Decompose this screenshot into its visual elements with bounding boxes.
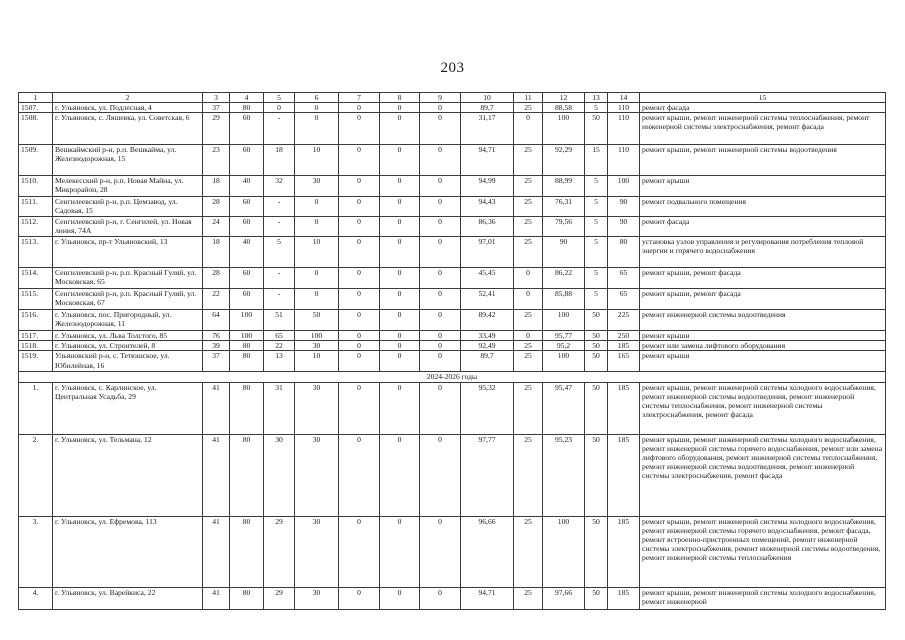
col-6: 0 <box>295 217 339 237</box>
row-number: 1508. <box>19 113 53 145</box>
column-header: 13 <box>585 93 608 103</box>
row-number: 1512. <box>19 217 53 237</box>
col-12: 76,31 <box>543 197 585 217</box>
col-8: 0 <box>380 382 420 434</box>
col-7: 0 <box>339 113 380 145</box>
col-4: 40 <box>230 237 264 268</box>
col-11: 25 <box>514 217 543 237</box>
col-8: 0 <box>380 176 420 197</box>
col-4: 80 <box>230 382 264 434</box>
col-10: 89,7 <box>461 351 514 372</box>
col-4: 60 <box>230 113 264 145</box>
column-header: 14 <box>608 93 640 103</box>
col-13: 5 <box>585 237 608 268</box>
col-9: 0 <box>420 351 461 372</box>
address: г. Ульяновск, ул. Ефремова, 113 <box>53 516 203 587</box>
col-8: 0 <box>380 268 420 289</box>
section-title: 2024-2026 годы <box>19 372 886 382</box>
col-7: 0 <box>339 587 380 609</box>
col-12: 88,99 <box>543 176 585 197</box>
col-10: 94,99 <box>461 176 514 197</box>
col-9: 0 <box>420 197 461 217</box>
col-9: 0 <box>420 587 461 609</box>
col-9: 0 <box>420 341 461 351</box>
col-10: 89,7 <box>461 103 514 113</box>
col-9: 0 <box>420 310 461 331</box>
col-14: 185 <box>608 434 640 516</box>
col-13: 5 <box>585 176 608 197</box>
table-row <box>19 341 886 351</box>
col-6: 0 <box>295 197 339 217</box>
col-4: 60 <box>230 217 264 237</box>
col-4: 40 <box>230 176 264 197</box>
address: г. Ульяновск, ул. Варейкиса, 22 <box>53 587 203 609</box>
col-7: 0 <box>339 341 380 351</box>
col-14: 185 <box>608 587 640 609</box>
col-14: 65 <box>608 268 640 289</box>
address: Ульяновский р-н, с. Тетюшское, ул. Юбилейная, 16 <box>53 351 203 372</box>
col-10: 89,42 <box>461 310 514 331</box>
table-row <box>19 351 886 372</box>
col-4: 80 <box>230 587 264 609</box>
page-number: 203 <box>440 60 465 76</box>
col-3: 37 <box>203 103 230 113</box>
col-7: 0 <box>339 145 380 176</box>
col-3: 39 <box>203 341 230 351</box>
col-10: 94,71 <box>461 145 514 176</box>
col-9: 0 <box>420 289 461 310</box>
col-9: 0 <box>420 217 461 237</box>
table-row <box>19 382 886 434</box>
col-12: 100 <box>543 113 585 145</box>
col-11: 25 <box>514 237 543 268</box>
col-6: 30 <box>295 434 339 516</box>
col-3: 37 <box>203 351 230 372</box>
col-14: 90 <box>608 197 640 217</box>
col-11: 0 <box>514 268 543 289</box>
col-14: 165 <box>608 351 640 372</box>
col-8: 0 <box>380 113 420 145</box>
col-13: 50 <box>585 516 608 587</box>
col-14: 185 <box>608 516 640 587</box>
col-14: 225 <box>608 310 640 331</box>
row-number: 1517. <box>19 331 53 341</box>
col-12: 79,56 <box>543 217 585 237</box>
col-14: 90 <box>608 217 640 237</box>
col-4: 80 <box>230 341 264 351</box>
address: Мелекесский р-н, р.п. Новая Майна, ул. Микрорайон, 28 <box>53 176 203 197</box>
work-types: ремонт крыши, ремонт инженерной системы холодного водоснабжения, ремонт инженерной системы горячего водоснабжения, ремонт или замена лифтового оборудования, ремонт инженерной системы теплоснабжения, ремонт инженерной системы водоотведения, ремонт инженерной системы электроснабжения, ремонт фасада <box>640 434 886 516</box>
col-6: 0 <box>295 113 339 145</box>
col-4: 60 <box>230 289 264 310</box>
address: Вешкаймский р-н, р.п. Вешкайма, ул. Железнодорожная, 15 <box>53 145 203 176</box>
col-14: 250 <box>608 331 640 341</box>
col-10: 97,77 <box>461 434 514 516</box>
col-14: 110 <box>608 103 640 113</box>
col-3: 41 <box>203 587 230 609</box>
work-types: ремонт крыши, ремонт фасада <box>640 289 886 310</box>
col-12: 95,47 <box>543 382 585 434</box>
col-8: 0 <box>380 217 420 237</box>
col-13: 5 <box>585 103 608 113</box>
table-row <box>19 145 886 176</box>
section-row <box>19 372 886 382</box>
col-12: 85,88 <box>543 289 585 310</box>
work-types: ремонт крыши, ремонт инженерной системы теплоснабжения, ремонт инженерной системы электроснабжения, ремонт фасада <box>640 113 886 145</box>
col-8: 0 <box>380 341 420 351</box>
col-10: 97,01 <box>461 237 514 268</box>
col-9: 0 <box>420 103 461 113</box>
col-11: 25 <box>514 382 543 434</box>
col-4: 80 <box>230 351 264 372</box>
table-row <box>19 176 886 197</box>
col-13: 15 <box>585 145 608 176</box>
col-13: 50 <box>585 434 608 516</box>
address: г. Ульяновск, ул. Подлесная, 4 <box>53 103 203 113</box>
column-header: 10 <box>461 93 514 103</box>
col-8: 0 <box>380 587 420 609</box>
col-7: 0 <box>339 103 380 113</box>
col-9: 0 <box>420 113 461 145</box>
col-8: 0 <box>380 516 420 587</box>
address: г. Ульяновск, с. Карлинское, ул. Центральная Усадьба, 29 <box>53 382 203 434</box>
table-row <box>19 103 886 113</box>
col-5: - <box>264 268 295 289</box>
address: Сенгилеевский р-н, г. Сенгилей, ул. Новая линия, 74А <box>53 217 203 237</box>
col-13: 50 <box>585 382 608 434</box>
col-12: 95,2 <box>543 341 585 351</box>
col-5: - <box>264 113 295 145</box>
col-14: 110 <box>608 113 640 145</box>
col-13: 50 <box>585 331 608 341</box>
work-types: ремонт фасада <box>640 217 886 237</box>
col-11: 25 <box>514 587 543 609</box>
column-header: 2 <box>53 93 203 103</box>
col-7: 0 <box>339 268 380 289</box>
col-4: 80 <box>230 103 264 113</box>
col-8: 0 <box>380 310 420 331</box>
col-7: 0 <box>339 331 380 341</box>
address: Сенгилеевский р-н, р.п. Цемзавод, ул. Садовая, 15 <box>53 197 203 217</box>
col-13: 50 <box>585 310 608 331</box>
col-4: 60 <box>230 197 264 217</box>
table-row <box>19 587 886 609</box>
work-types: ремонт фасада <box>640 103 886 113</box>
col-6: 30 <box>295 516 339 587</box>
row-number: 1519. <box>19 351 53 372</box>
col-11: 25 <box>514 310 543 331</box>
col-10: 94,71 <box>461 587 514 609</box>
col-5: 51 <box>264 310 295 331</box>
col-7: 0 <box>339 516 380 587</box>
work-types: ремонт крыши <box>640 176 886 197</box>
col-14: 185 <box>608 341 640 351</box>
col-13: 5 <box>585 268 608 289</box>
col-5: - <box>264 197 295 217</box>
col-8: 0 <box>380 145 420 176</box>
col-9: 0 <box>420 237 461 268</box>
column-header: 15 <box>640 93 886 103</box>
col-5: 0 <box>264 103 295 113</box>
col-5: 30 <box>264 434 295 516</box>
col-10: 96,66 <box>461 516 514 587</box>
col-11: 0 <box>514 289 543 310</box>
col-8: 0 <box>380 103 420 113</box>
work-types: ремонт крыши, ремонт инженерной системы водоотведения <box>640 145 886 176</box>
column-header: 11 <box>514 93 543 103</box>
row-number: 1. <box>19 382 53 434</box>
row-number: 1511. <box>19 197 53 217</box>
work-types: ремонт крыши, ремонт фасада <box>640 268 886 289</box>
col-9: 0 <box>420 516 461 587</box>
col-12: 95,23 <box>543 434 585 516</box>
col-11: 25 <box>514 516 543 587</box>
col-3: 23 <box>203 145 230 176</box>
row-number: 1516. <box>19 310 53 331</box>
col-14: 80 <box>608 237 640 268</box>
col-4: 100 <box>230 331 264 341</box>
column-header: 5 <box>264 93 295 103</box>
col-12: 95,77 <box>543 331 585 341</box>
col-3: 22 <box>203 289 230 310</box>
col-7: 0 <box>339 197 380 217</box>
work-types: ремонт инженерной системы водоотведения <box>640 310 886 331</box>
col-9: 0 <box>420 176 461 197</box>
col-11: 25 <box>514 434 543 516</box>
col-11: 25 <box>514 176 543 197</box>
col-5: 18 <box>264 145 295 176</box>
col-5: 31 <box>264 382 295 434</box>
col-8: 0 <box>380 434 420 516</box>
col-6: 0 <box>295 103 339 113</box>
col-9: 0 <box>420 145 461 176</box>
col-9: 0 <box>420 331 461 341</box>
col-7: 0 <box>339 310 380 331</box>
col-8: 0 <box>380 237 420 268</box>
col-9: 0 <box>420 434 461 516</box>
col-12: 90 <box>543 237 585 268</box>
col-3: 29 <box>203 113 230 145</box>
col-12: 100 <box>543 516 585 587</box>
col-6: 0 <box>295 268 339 289</box>
col-7: 0 <box>339 217 380 237</box>
col-7: 0 <box>339 237 380 268</box>
col-6: 10 <box>295 145 339 176</box>
col-12: 97,66 <box>543 587 585 609</box>
table-row <box>19 289 886 310</box>
row-number: 4. <box>19 587 53 609</box>
col-7: 0 <box>339 434 380 516</box>
row-number: 1510. <box>19 176 53 197</box>
col-5: - <box>264 289 295 310</box>
col-5: 65 <box>264 331 295 341</box>
col-5: - <box>264 217 295 237</box>
data-table <box>18 92 886 610</box>
col-11: 25 <box>514 145 543 176</box>
address: г. Ульяновск, пос. Пригородный, ул. Железнодорожная, 11 <box>53 310 203 331</box>
column-header: 6 <box>295 93 339 103</box>
table-row <box>19 217 886 237</box>
col-13: 50 <box>585 113 608 145</box>
col-13: 5 <box>585 217 608 237</box>
col-10: 31,17 <box>461 113 514 145</box>
col-11: 25 <box>514 351 543 372</box>
row-number: 1514. <box>19 268 53 289</box>
table-row <box>19 197 886 217</box>
address: г. Ульяновск, с. Ляшевка, ул. Советская, 6 <box>53 113 203 145</box>
address: Сенгилеевский р-н, р.п. Красный Гуляй, ул. Московская, 65 <box>53 268 203 289</box>
col-3: 28 <box>203 197 230 217</box>
table-row <box>19 113 886 145</box>
col-13: 50 <box>585 341 608 351</box>
col-11: 0 <box>514 331 543 341</box>
work-types: установка узлов управления и регулирования потребления тепловой энергии и горячего водоснабжения <box>640 237 886 268</box>
address: г. Ульяновск, ул. Строителей, 8 <box>53 341 203 351</box>
table-row <box>19 434 886 516</box>
col-14: 185 <box>608 382 640 434</box>
column-header: 7 <box>339 93 380 103</box>
col-3: 64 <box>203 310 230 331</box>
col-6: 50 <box>295 310 339 331</box>
work-types: ремонт крыши, ремонт инженерной системы холодного водоснабжения, ремонт инженерной системы водоотведения, ремонт инженерной системы теплоснабжения, ремонт инженерной системы электроснабжения, ремонт фасада <box>640 382 886 434</box>
col-8: 0 <box>380 289 420 310</box>
row-number: 1509. <box>19 145 53 176</box>
col-5: 32 <box>264 176 295 197</box>
work-types: ремонт крыши, ремонт инженерной системы холодного водоснабжения, ремонт инженерной <box>640 587 886 609</box>
col-7: 0 <box>339 176 380 197</box>
col-12: 86,22 <box>543 268 585 289</box>
col-4: 100 <box>230 310 264 331</box>
col-6: 0 <box>295 289 339 310</box>
col-6: 30 <box>295 176 339 197</box>
col-10: 86,36 <box>461 217 514 237</box>
col-13: 5 <box>585 289 608 310</box>
row-number: 1518. <box>19 341 53 351</box>
col-3: 28 <box>203 268 230 289</box>
col-10: 95,32 <box>461 382 514 434</box>
col-5: 13 <box>264 351 295 372</box>
col-5: 5 <box>264 237 295 268</box>
col-8: 0 <box>380 351 420 372</box>
col-13: 50 <box>585 587 608 609</box>
column-header: 3 <box>203 93 230 103</box>
col-6: 100 <box>295 331 339 341</box>
col-4: 60 <box>230 145 264 176</box>
col-10: 33,49 <box>461 331 514 341</box>
col-9: 0 <box>420 268 461 289</box>
col-12: 92,29 <box>543 145 585 176</box>
col-3: 41 <box>203 434 230 516</box>
col-3: 18 <box>203 176 230 197</box>
row-number: 1507. <box>19 103 53 113</box>
col-5: 29 <box>264 587 295 609</box>
col-11: 0 <box>514 113 543 145</box>
col-12: 88,58 <box>543 103 585 113</box>
col-6: 30 <box>295 382 339 434</box>
address: Сенгилеевский р-н, р.п. Красный Гуляй, ул. Московская, 67 <box>53 289 203 310</box>
row-number: 1515. <box>19 289 53 310</box>
table-row <box>19 310 886 331</box>
work-types: ремонт или замена лифтового оборудования <box>640 341 886 351</box>
col-3: 41 <box>203 516 230 587</box>
work-types: ремонт подвального помещения <box>640 197 886 217</box>
column-header: 1 <box>19 93 53 103</box>
col-14: 65 <box>608 289 640 310</box>
col-4: 80 <box>230 516 264 587</box>
col-6: 10 <box>295 237 339 268</box>
work-types: ремонт крыши <box>640 331 886 341</box>
col-3: 18 <box>203 237 230 268</box>
col-12: 100 <box>543 310 585 331</box>
col-3: 24 <box>203 217 230 237</box>
col-6: 30 <box>295 587 339 609</box>
col-7: 0 <box>339 382 380 434</box>
column-header: 12 <box>543 93 585 103</box>
col-6: 30 <box>295 341 339 351</box>
col-7: 0 <box>339 351 380 372</box>
col-5: 29 <box>264 516 295 587</box>
table-row <box>19 331 886 341</box>
col-13: 50 <box>585 351 608 372</box>
col-10: 52,41 <box>461 289 514 310</box>
column-header: 4 <box>230 93 264 103</box>
col-4: 60 <box>230 268 264 289</box>
col-14: 110 <box>608 145 640 176</box>
column-header: 9 <box>420 93 461 103</box>
col-8: 0 <box>380 331 420 341</box>
col-11: 25 <box>514 341 543 351</box>
col-14: 100 <box>608 176 640 197</box>
work-types: ремонт крыши, ремонт инженерной системы холодного водоснабжения, ремонт инженерной системы горячего водоснабжения, ремонт фасада, ремонт встроенно-пристроенных помещений, ремонт инженерной системы электроснабжения, ремонт инженерной системы водоотведения, ремонт инженерной системы теплоснабжения <box>640 516 886 587</box>
col-6: 10 <box>295 351 339 372</box>
col-10: 45,45 <box>461 268 514 289</box>
col-3: 41 <box>203 382 230 434</box>
col-8: 0 <box>380 197 420 217</box>
col-4: 80 <box>230 434 264 516</box>
col-11: 25 <box>514 103 543 113</box>
col-9: 0 <box>420 382 461 434</box>
column-number-row <box>19 93 886 103</box>
col-13: 5 <box>585 197 608 217</box>
table-row <box>19 516 886 587</box>
col-10: 92,49 <box>461 341 514 351</box>
col-11: 25 <box>514 197 543 217</box>
row-number: 2. <box>19 434 53 516</box>
row-number: 3. <box>19 516 53 587</box>
address: г. Ульяновск, пр-т Ульяновский, 13 <box>53 237 203 268</box>
row-number: 1513. <box>19 237 53 268</box>
col-7: 0 <box>339 289 380 310</box>
table-row <box>19 237 886 268</box>
address: г. Ульяновск, ул. Льва Толстого, 85 <box>53 331 203 341</box>
col-10: 94,43 <box>461 197 514 217</box>
address: г. Ульяновск, ул. Тельмана, 12 <box>53 434 203 516</box>
col-3: 76 <box>203 331 230 341</box>
column-header: 8 <box>380 93 420 103</box>
col-5: 22 <box>264 341 295 351</box>
table-row <box>19 268 886 289</box>
col-12: 100 <box>543 351 585 372</box>
work-types: ремонт крыши <box>640 351 886 372</box>
